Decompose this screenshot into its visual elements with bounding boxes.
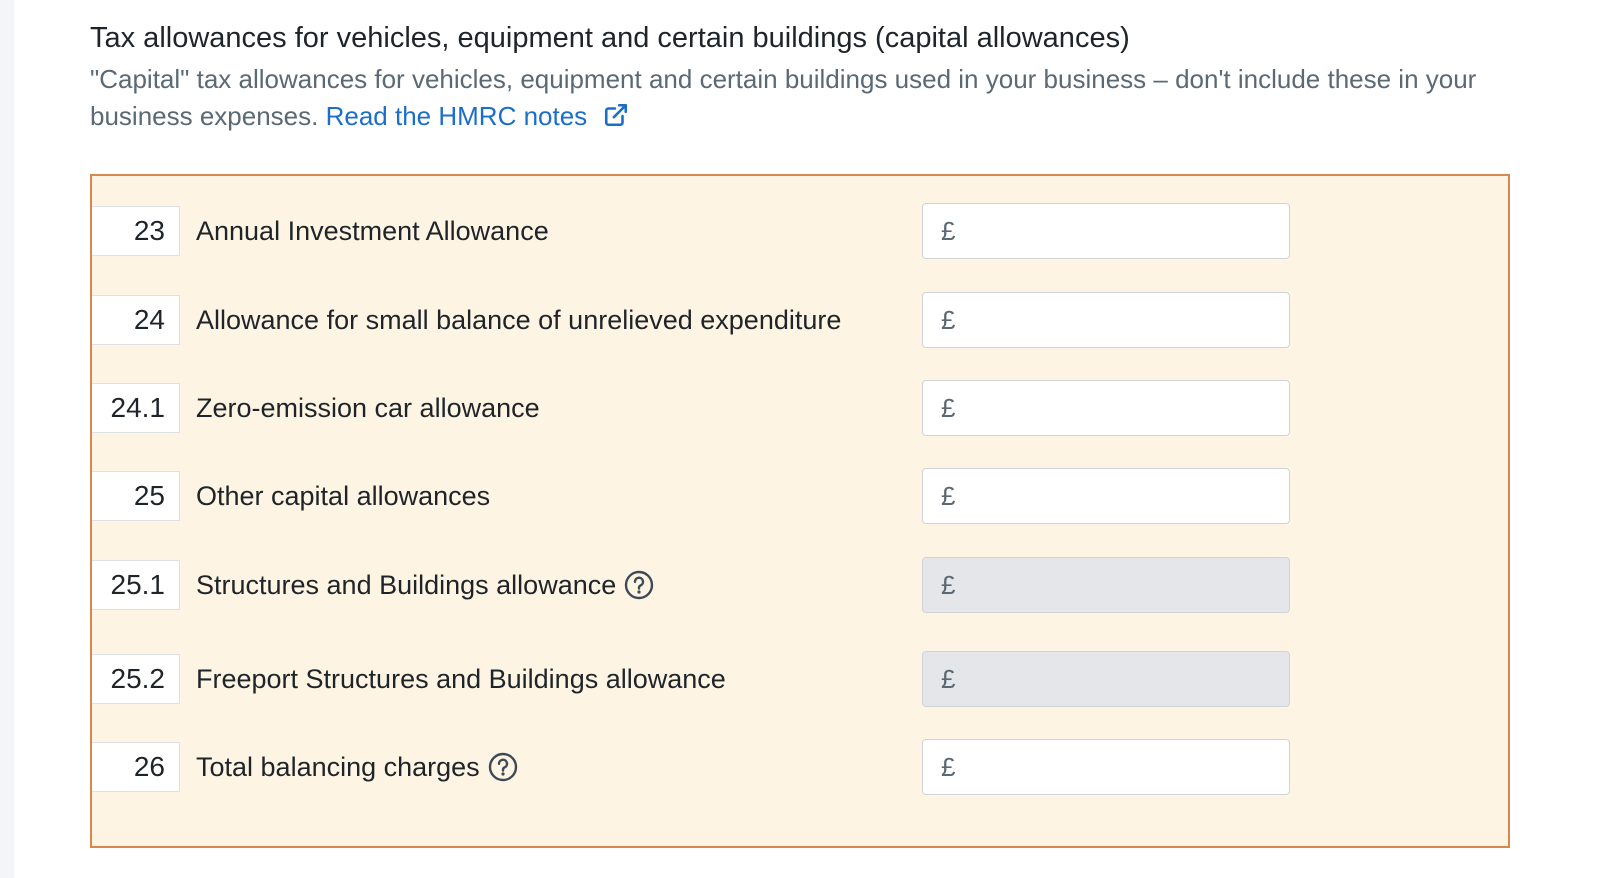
box-number: 25.1 <box>92 560 180 610</box>
allowance-label-text: Zero-emission car allowance <box>196 393 540 423</box>
allowance-row-23 <box>92 203 1508 259</box>
amount-field[interactable] <box>922 739 1290 795</box>
total-balancing-charges-input[interactable] <box>971 746 1271 788</box>
pound-sign: £ <box>941 752 956 782</box>
allowance-row-24-1 <box>92 380 1508 436</box>
help-icon[interactable] <box>488 752 518 782</box>
annual-investment-allowance-input[interactable] <box>971 210 1271 252</box>
capital-allowances-box <box>90 174 1510 848</box>
allowance-label <box>196 739 518 795</box>
hmrc-notes-link-label: Read the HMRC notes <box>325 101 588 131</box>
allowance-label-text: Annual Investment Allowance <box>196 216 549 246</box>
box-number: 24.1 <box>92 383 180 433</box>
amount-field-disabled <box>922 557 1290 613</box>
amount-field[interactable] <box>922 380 1290 436</box>
help-icon[interactable] <box>624 570 654 600</box>
allowance-label <box>196 292 841 348</box>
section-description-text: "Capital" tax allowances for vehicles, equipment and certain buildings used in your business – don't include these in your business expenses. <box>90 64 1477 131</box>
allowance-label-text: Structures and Buildings allowance <box>196 570 617 600</box>
allowance-row-24 <box>92 292 1508 348</box>
amount-field-disabled <box>922 651 1290 707</box>
box-number: 23 <box>92 206 180 256</box>
pound-sign: £ <box>941 305 956 335</box>
box-number: 24 <box>92 295 180 345</box>
allowance-row-25-1 <box>92 557 1508 613</box>
box-number: 25.2 <box>92 654 180 704</box>
page <box>14 0 1600 878</box>
allowance-row-25 <box>92 468 1508 524</box>
amount-field[interactable] <box>922 468 1290 524</box>
box-number: 26 <box>92 742 180 792</box>
hmrc-notes-link[interactable] <box>326 101 630 131</box>
section-title: Tax allowances for vehicles, equipment and certain buildings (capital allowances) <box>90 22 1130 54</box>
allowance-row-25-2 <box>92 651 1508 707</box>
allowance-label <box>196 203 549 259</box>
allowance-label <box>196 557 654 613</box>
allowance-label <box>196 651 726 707</box>
freeport-structures-buildings-allowance-input <box>971 658 1271 700</box>
external-link-icon <box>603 102 629 128</box>
zero-emission-car-allowance-input[interactable] <box>971 387 1271 429</box>
other-capital-allowances-input[interactable] <box>971 475 1271 517</box>
allowance-label-text: Freeport Structures and Buildings allowance <box>196 664 726 694</box>
section-description <box>90 61 1510 135</box>
allowance-row-26 <box>92 739 1508 795</box>
structures-buildings-allowance-input <box>971 564 1271 606</box>
pound-sign: £ <box>941 570 956 600</box>
small-balance-allowance-input[interactable] <box>971 299 1271 341</box>
box-number: 25 <box>92 471 180 521</box>
allowance-label-text: Other capital allowances <box>196 481 491 511</box>
pound-sign: £ <box>941 664 956 694</box>
allowance-label <box>196 380 540 436</box>
amount-field[interactable] <box>922 292 1290 348</box>
pound-sign: £ <box>941 393 956 423</box>
amount-field[interactable] <box>922 203 1290 259</box>
pound-sign: £ <box>941 216 956 246</box>
allowance-label-text: Total balancing charges <box>196 752 480 782</box>
pound-sign: £ <box>941 481 956 511</box>
allowance-label <box>196 468 490 524</box>
allowance-label-text: Allowance for small balance of unrelieved expenditure <box>196 305 842 335</box>
